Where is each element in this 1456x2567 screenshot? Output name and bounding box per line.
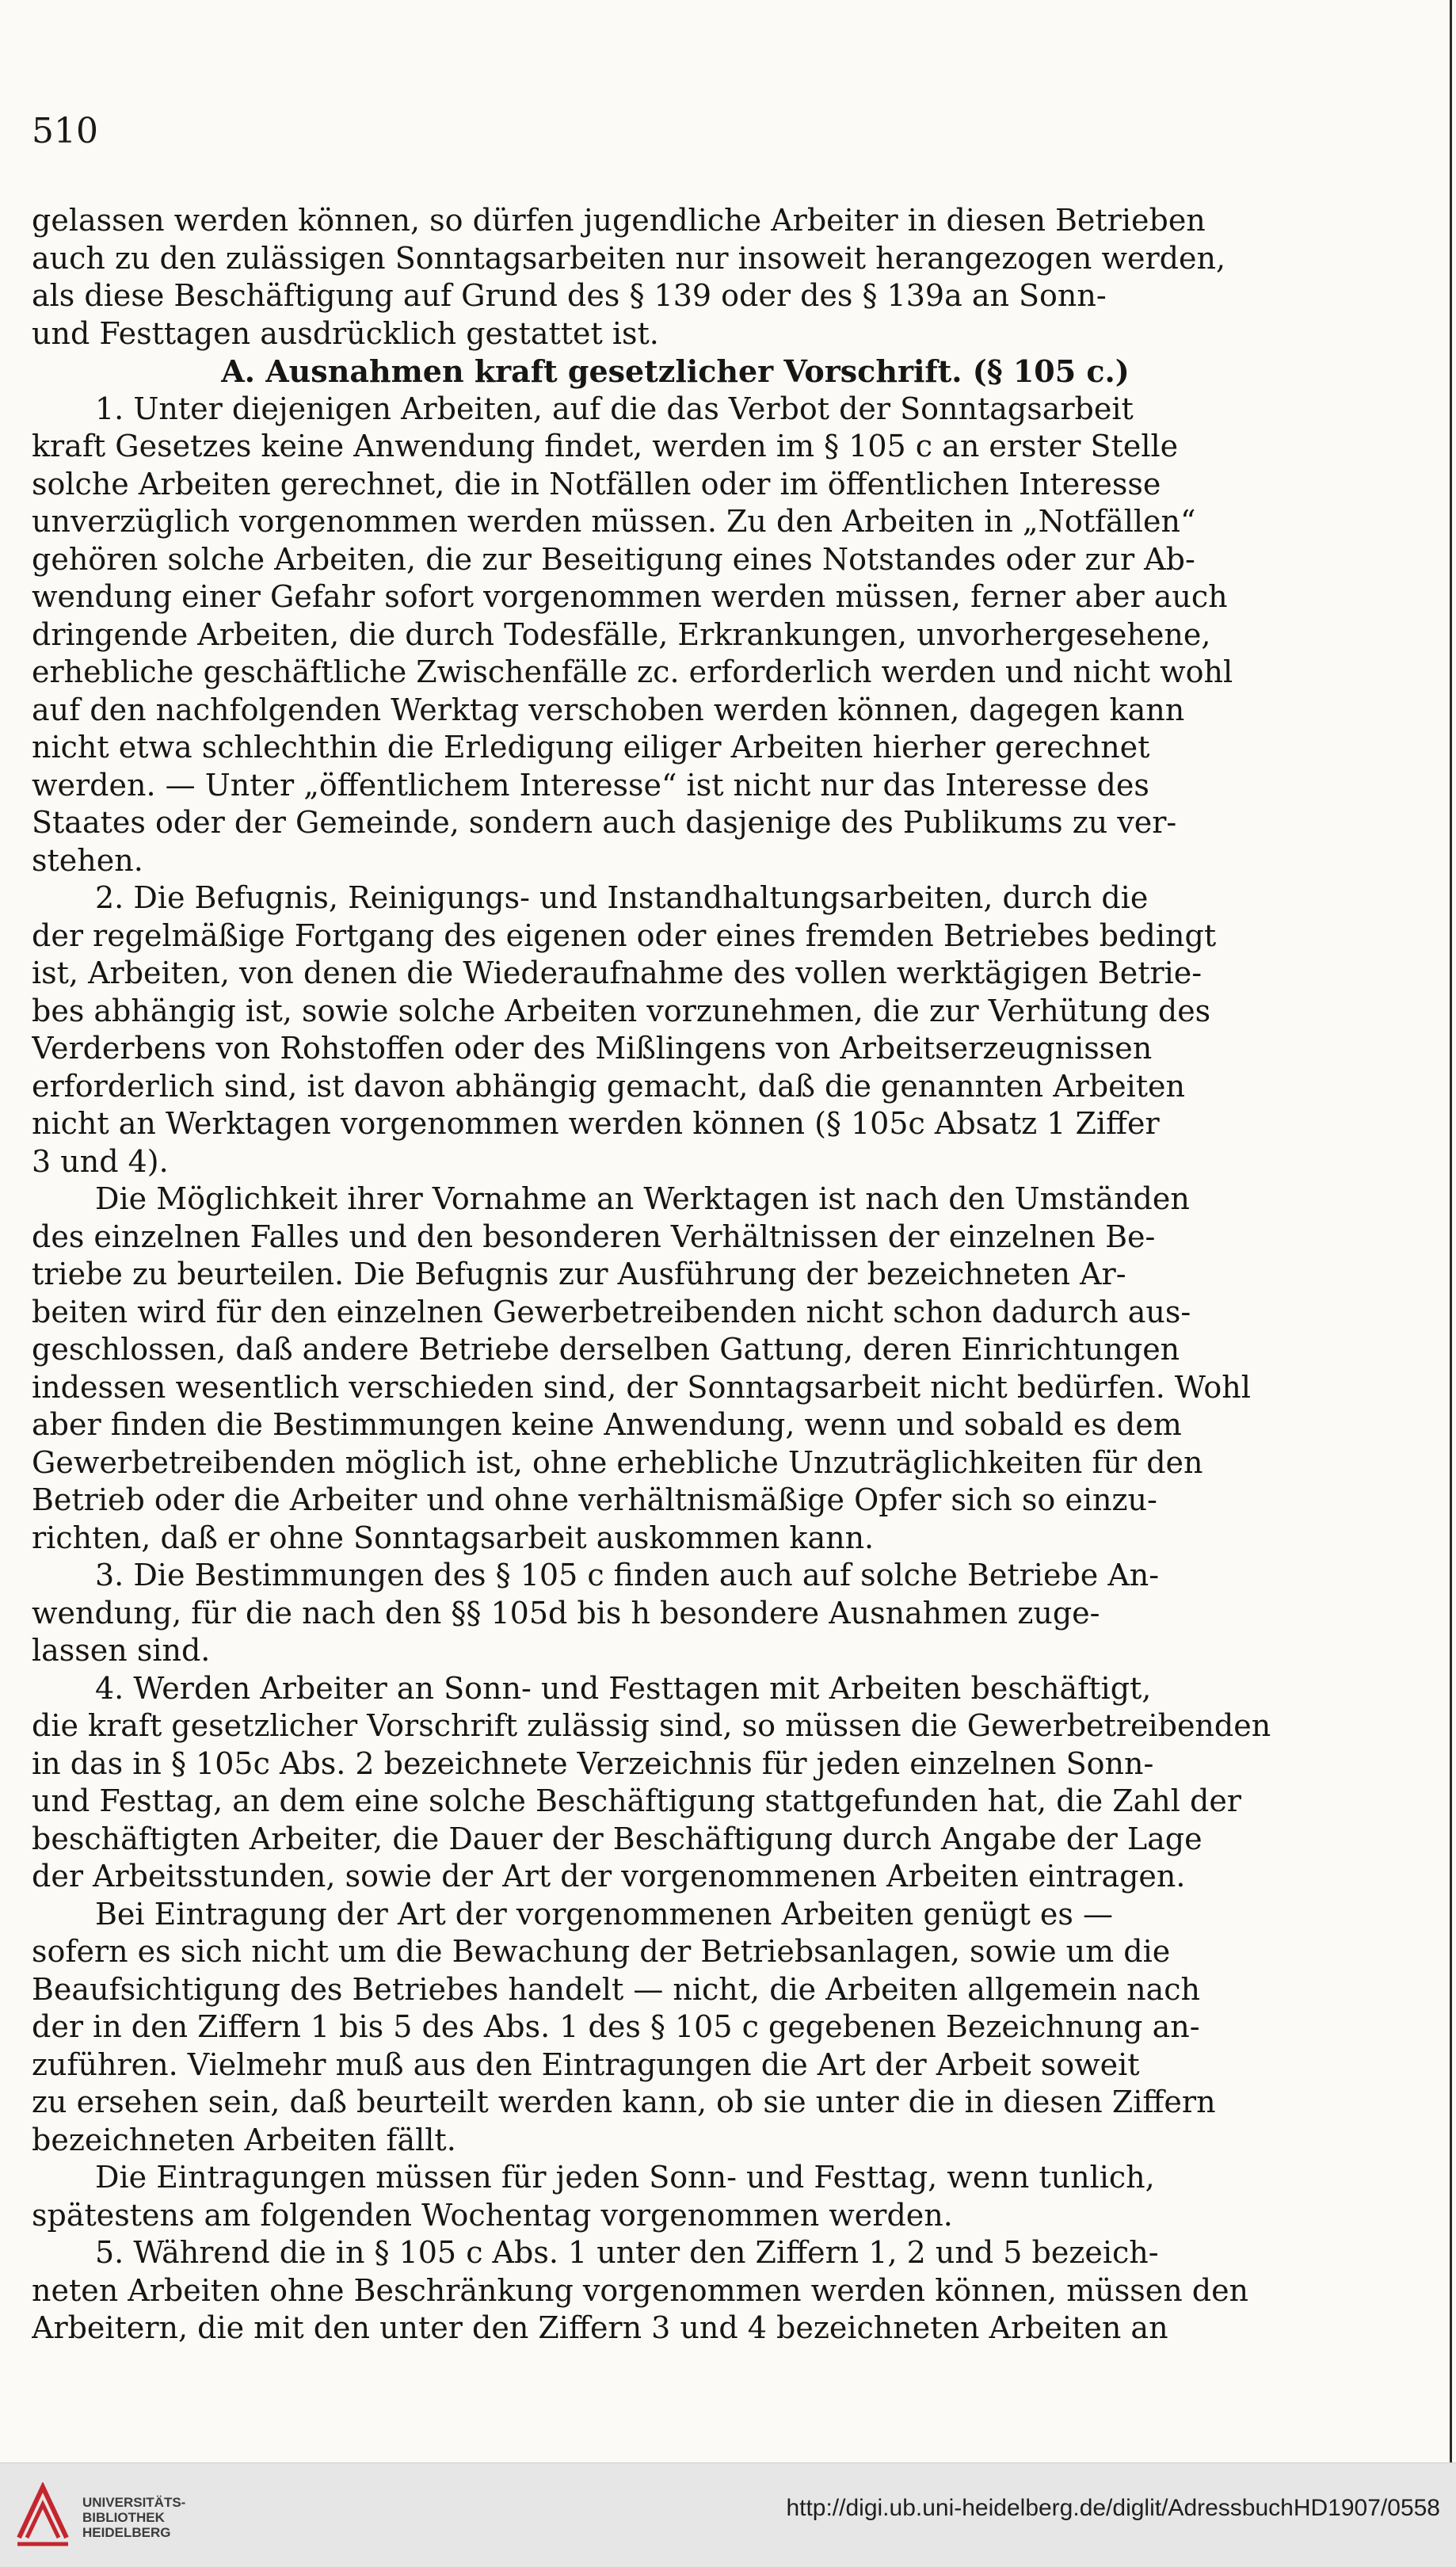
text-line: auf den nachfolgenden Werktag verschoben werden können, dagegen kann <box>32 692 1185 727</box>
text-line: dringende Arbeiten, die durch Todesfälle, Erkrankungen, unvorhergesehene, <box>32 616 1211 652</box>
logo-line: HEIDELBERG <box>82 2525 171 2540</box>
text-line: und Festtagen ausdrücklich gestattet ist. <box>32 315 659 351</box>
text-line: 1. Unter diejenigen Arbeiten, auf die das Verbot der Sonntagsarbeit <box>95 391 1134 426</box>
text-line: Betrieb oder die Arbeiter und ohne verhältnismäßige Opfer sich so einzu- <box>32 1482 1157 1517</box>
text-line: die kraft gesetzlicher Vorschrift zulässig sind, so müssen die Gewerbetreibenden <box>32 1708 1271 1743</box>
text-line: bezeichneten Arbeiten fällt. <box>32 2122 456 2157</box>
text-line: 5. Während die in § 105 c Abs. 1 unter den Ziffern 1, 2 und 5 bezeich- <box>95 2235 1159 2270</box>
text-line: geschlossen, daß andere Betriebe derselben Gattung, deren Einrichtungen <box>32 1332 1180 1367</box>
text-line: kraft Gesetzes keine Anwendung findet, werden im § 105 c an erster Stelle <box>32 429 1179 463</box>
text-line: solche Arbeiten gerechnet, die in Notfällen oder im öffentlichen Interesse <box>32 466 1161 502</box>
text-line: spätestens am folgenden Wochentag vorgenommen werden. <box>32 2197 953 2233</box>
page-edge-rule <box>1450 0 1452 2462</box>
text-line: Arbeitern, die mit den unter den Ziffern 3 und 4 bezeichneten Arbeiten an <box>32 2310 1168 2345</box>
text-line: richten, daß er ohne Sonntagsarbeit auskommen kann. <box>32 1520 875 1555</box>
text-line: unverzüglich vorgenommen werden müssen. Zu den Arbeiten in „Notfällen“ <box>32 504 1196 539</box>
text-line: Beaufsichtigung des Betriebes handelt — nicht, die Arbeiten allgemein nach <box>32 1971 1201 2007</box>
text-line: gelassen werden können, so dürfen jugendliche Arbeiter in diesen Betrieben <box>32 203 1206 238</box>
text-line: nicht etwa schlechthin die Erledigung eiliger Arbeiten hierher gerechnet <box>32 730 1150 765</box>
text-line: zu ersehen sein, daß beurteilt werden kann, ob sie unter die in diesen Ziffern <box>32 2084 1216 2119</box>
text-line: Gewerbetreibenden möglich ist, ohne erhebliche Unzuträglichkeiten für den <box>32 1444 1203 1480</box>
text-line: auch zu den zulässigen Sonntagsarbeiten nur insoweit herangezogen werden, <box>32 240 1226 276</box>
text-line: der in den Ziffern 1 bis 5 des Abs. 1 des § 105 c gegebenen Bezeichnung an- <box>32 2009 1200 2044</box>
text-line: nicht an Werktagen vorgenommen werden können (§ 105c Absatz 1 Ziffer <box>32 1106 1160 1141</box>
footer-bar <box>0 2462 1456 2567</box>
logo-line: BIBLIOTHEK <box>82 2510 165 2525</box>
section-heading: A. Ausnahmen kraft gesetzlicher Vorschrift. (§ 105 c.) <box>221 353 1130 389</box>
text-line: 3. Die Bestimmungen des § 105 c finden auch auf solche Betriebe An- <box>95 1558 1160 1592</box>
source-url-link[interactable]: http://digi.ub.uni-heidelberg.de/diglit/AdressbuchHD1907/0558 <box>786 2495 1440 2521</box>
text-line: 2. Die Befugnis, Reinigungs- und Instandhaltungsarbeiten, durch die <box>95 880 1149 915</box>
text-line: Die Eintragungen müssen für jeden Sonn- und Festtag, wenn tunlich, <box>95 2160 1155 2195</box>
page-number: 510 <box>32 111 98 151</box>
logo-line: UNIVERSITÄTS- <box>82 2495 186 2510</box>
text-line: werden. — Unter „öffentlichem Interesse“ ist nicht nur das Interesse des <box>32 767 1149 803</box>
text-line: der regelmäßige Fortgang des eigenen oder eines fremden Betriebes bedingt <box>32 917 1217 953</box>
text-line: Die Möglichkeit ihrer Vornahme an Werktagen ist nach den Umständen <box>95 1181 1190 1216</box>
text-line: 3 und 4). <box>32 1143 169 1179</box>
text-line: aber finden die Bestimmungen keine Anwendung, wenn und sobald es dem <box>32 1407 1182 1442</box>
text-line: ist, Arbeiten, von denen die Wiederaufnahme des vollen werktägigen Betrie- <box>32 955 1203 990</box>
library-logo-text <box>82 2495 185 2540</box>
text-line: als diese Beschäftigung auf Grund des § 139 oder des § 139a an Sonn- <box>32 278 1107 313</box>
text-line: wendung einer Gefahr sofort vorgenommen werden müssen, ferner aber auch <box>32 579 1228 614</box>
text-line: wendung, für die nach den §§ 105d bis h besondere Ausnahmen zuge- <box>32 1595 1100 1631</box>
text-line: beschäftigten Arbeiter, die Dauer der Beschäftigung durch Angabe der Lage <box>32 1821 1203 1856</box>
text-line: lassen sind. <box>32 1633 211 1668</box>
text-line: stehen. <box>32 842 143 878</box>
text-line: in das in § 105c Abs. 2 bezeichnete Verzeichnis für jeden einzelnen Sonn- <box>32 1745 1154 1781</box>
text-line: und Festtag, an dem eine solche Beschäftigung stattgefunden hat, die Zahl der <box>32 1783 1241 1818</box>
text-line: beiten wird für den einzelnen Gewerbetreibenden nicht schon dadurch aus- <box>32 1294 1191 1329</box>
text-line: des einzelnen Falles und den besonderen Verhältnissen der einzelnen Be- <box>32 1219 1156 1254</box>
text-line: triebe zu beurteilen. Die Befugnis zur Ausführung der bezeichneten Ar- <box>32 1257 1126 1291</box>
text-line: bes abhängig ist, sowie solche Arbeiten vorzunehmen, die zur Verhütung des <box>32 993 1211 1028</box>
body-text <box>32 202 1319 2348</box>
library-logo-icon <box>14 2482 71 2549</box>
text-line: neten Arbeiten ohne Beschränkung vorgenommen werden können, müssen den <box>32 2272 1249 2308</box>
text-line: gehören solche Arbeiten, die zur Beseitigung eines Notstandes oder zur Ab- <box>32 541 1195 577</box>
text-line: 4. Werden Arbeiter an Sonn- und Festtagen mit Arbeiten beschäftigt, <box>95 1670 1152 1706</box>
text-line: erforderlich sind, ist davon abhängig gemacht, daß die genannten Arbeiten <box>32 1068 1186 1104</box>
text-line: Bei Eintragung der Art der vorgenommenen Arbeiten genügt es — <box>95 1896 1113 1932</box>
text-line: Staates oder der Gemeinde, sondern auch dasjenige des Publikums zu ver- <box>32 805 1177 840</box>
text-line: indessen wesentlich verschieden sind, der Sonntagsarbeit nicht bedürfen. Wohl <box>32 1369 1251 1405</box>
text-line: zuführen. Vielmehr muß aus den Eintragungen die Art der Arbeit soweit <box>32 2046 1140 2082</box>
text-line: sofern es sich nicht um die Bewachung der Betriebsanlagen, sowie um die <box>32 1934 1171 1969</box>
text-line: erhebliche geschäftliche Zwischenfälle zc. erforderlich werden und nicht wohl <box>32 654 1233 689</box>
text-line: der Arbeitsstunden, sowie der Art der vorgenommenen Arbeiten eintragen. <box>32 1859 1186 1894</box>
text-line: Verderbens von Rohstoffen oder des Mißlingens von Arbeitserzeugnissen <box>32 1031 1153 1066</box>
